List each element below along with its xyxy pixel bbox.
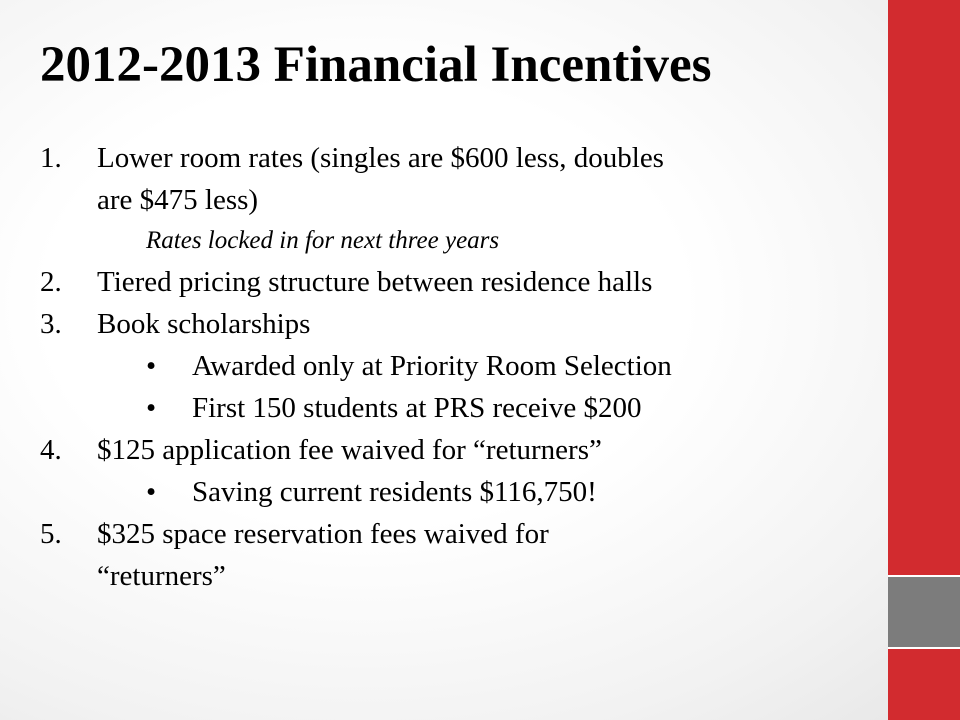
list-item-5 bbox=[40, 513, 870, 555]
list-item-number: 4. bbox=[40, 434, 62, 466]
bullet-icon: • bbox=[146, 350, 157, 382]
accent-bar-gray-segment bbox=[888, 576, 960, 648]
accent-bar-divider bbox=[888, 575, 960, 577]
list-item-text: $125 application fee waived for “returners” bbox=[97, 434, 602, 466]
list-item-text: Tiered pricing structure between residence halls bbox=[97, 266, 653, 298]
accent-bar-divider bbox=[888, 647, 960, 649]
list-item-4-bullet-1 bbox=[40, 471, 870, 513]
list-item-number: 1. bbox=[40, 142, 62, 174]
slide-title: 2012-2013 Financial Incentives bbox=[40, 37, 712, 93]
list-item-text: “returners” bbox=[97, 560, 226, 592]
list-item-1-note bbox=[40, 221, 870, 261]
bullet-text: Awarded only at Priority Room Selection bbox=[192, 350, 672, 382]
bullet-icon: • bbox=[146, 392, 157, 424]
bullet-text: Saving current residents $116,750! bbox=[192, 476, 597, 508]
list-item-number: 3. bbox=[40, 308, 62, 340]
list-item-number: 2. bbox=[40, 266, 62, 298]
list-item-text: $325 space reservation fees waived for bbox=[97, 518, 549, 550]
list-item-2 bbox=[40, 261, 870, 303]
list-item-5-continuation bbox=[40, 555, 870, 597]
list-item-3-bullet-2 bbox=[40, 387, 870, 429]
bullet-text: First 150 students at PRS receive $200 bbox=[192, 392, 642, 424]
list-item-3-bullet-1 bbox=[40, 345, 870, 387]
list-item-4 bbox=[40, 429, 870, 471]
list-item-1-continuation bbox=[40, 179, 870, 221]
bullet-icon: • bbox=[146, 476, 157, 508]
accent-side-bar bbox=[888, 0, 960, 720]
accent-bar-red-segment bbox=[888, 0, 960, 576]
accent-bar-red-segment-bottom bbox=[888, 648, 960, 720]
list-item-number: 5. bbox=[40, 518, 62, 550]
note-text: Rates locked in for next three years bbox=[146, 227, 500, 254]
incentives-list bbox=[40, 137, 870, 597]
list-item-3 bbox=[40, 303, 870, 345]
list-item-text: are $475 less) bbox=[97, 184, 259, 216]
list-item-text: Book scholarships bbox=[97, 308, 311, 340]
list-item-text: Lower room rates (singles are $600 less, doubles bbox=[97, 142, 664, 174]
list-item-1 bbox=[40, 137, 870, 179]
